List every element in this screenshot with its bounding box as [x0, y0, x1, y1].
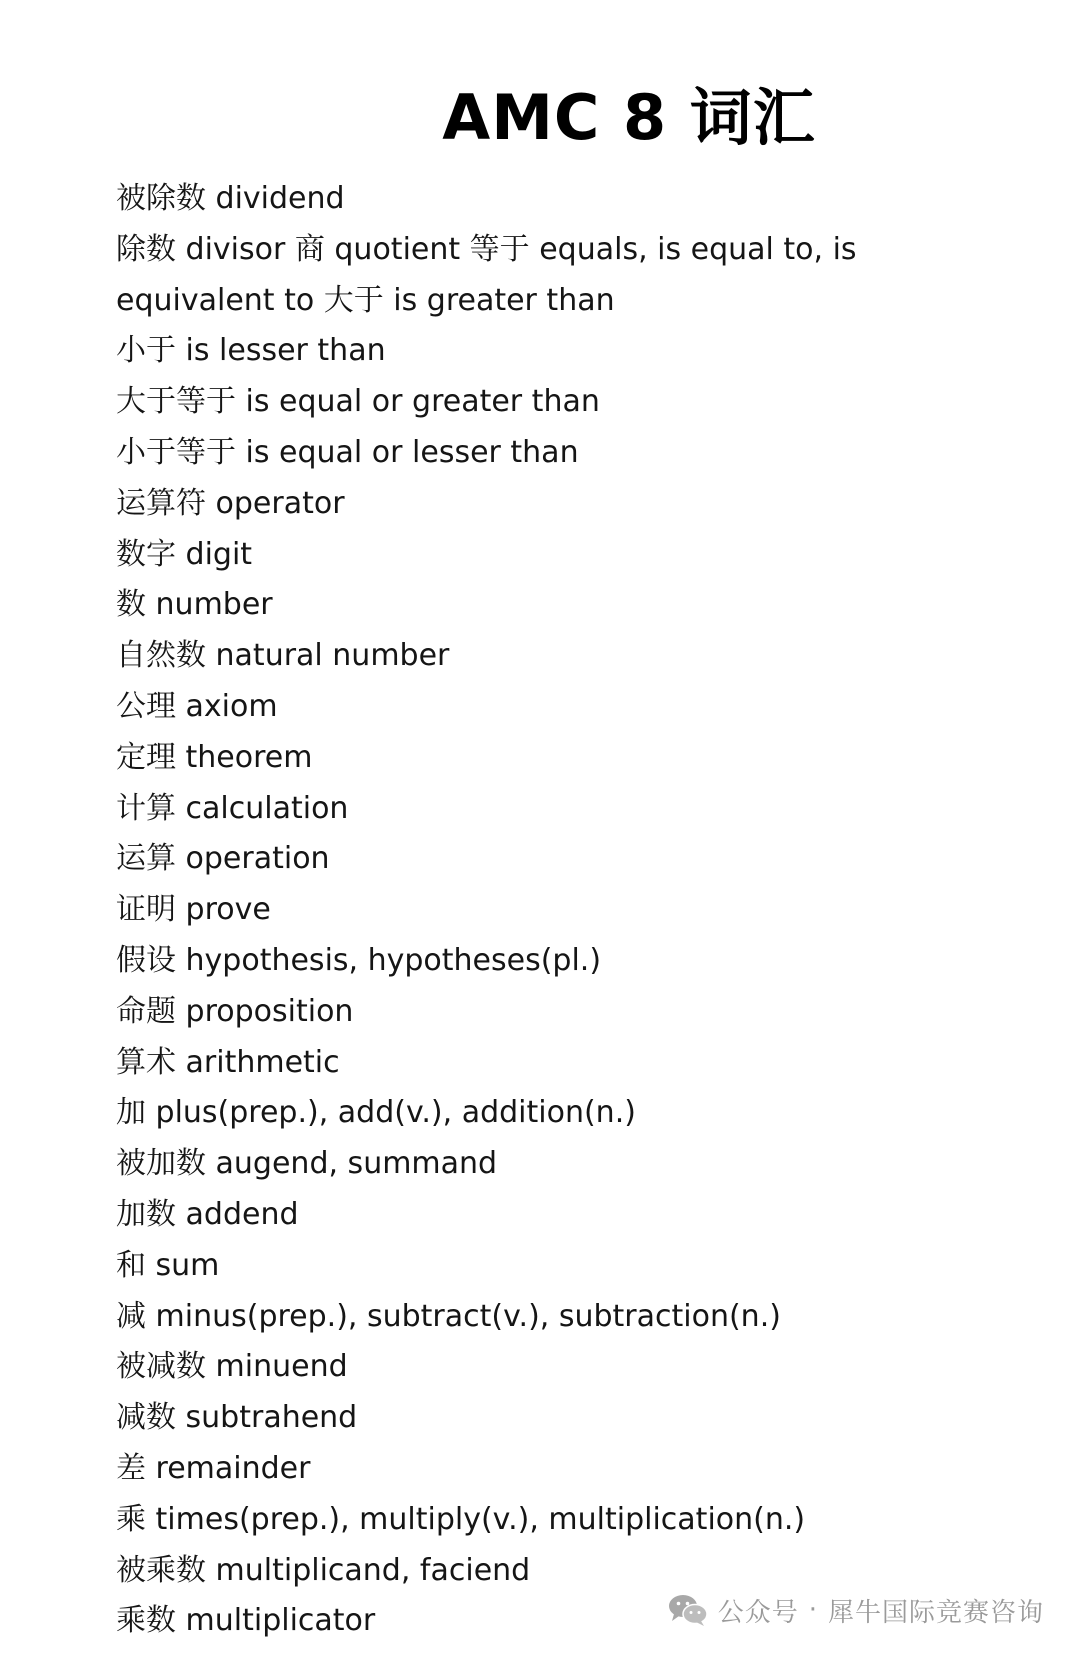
vocab-line: 大于等于 is equal or greater than — [116, 384, 600, 420]
vocab-line: 减数 subtrahend — [116, 1400, 358, 1436]
watermark-separator: · — [808, 1595, 818, 1625]
vocab-line: 被乘数 multiplicand, faciend — [116, 1552, 531, 1588]
vocab-list — [116, 174, 857, 1647]
vocab-line: 和 sum — [116, 1247, 220, 1283]
vocab-line: 运算符 operator — [116, 485, 345, 521]
watermark-label: 公众号 — [717, 1597, 799, 1628]
vocab-line: 计算 calculation — [116, 790, 349, 826]
vocab-line: 算术 arithmetic — [116, 1044, 340, 1080]
page-title: AMC 8 词汇 — [442, 81, 816, 154]
vocab-line: 小于 is lesser than — [116, 333, 386, 369]
vocab-line: 定理 theorem — [116, 739, 313, 775]
watermark-account: 犀牛国际竞赛咨询 — [827, 1597, 1044, 1628]
vocab-line: 被减数 minuend — [116, 1349, 348, 1385]
vocab-line: 除数 divisor 商 quotient 等于 equals, is equal to, is — [116, 231, 857, 267]
vocab-line: 差 remainder — [116, 1450, 311, 1486]
vocab-line: 公理 axiom — [116, 688, 278, 724]
vocab-line: 运算 operation — [116, 841, 330, 877]
wechat-icon — [668, 1593, 708, 1627]
vocab-line: 乘数 multiplicator — [116, 1603, 376, 1639]
vocab-line: 减 minus(prep.), subtract(v.), subtraction(n.) — [116, 1298, 781, 1334]
vocab-line: 加数 addend — [116, 1196, 299, 1232]
vocab-line: equivalent to 大于 is greater than — [116, 282, 615, 318]
vocab-line: 数 number — [116, 587, 273, 623]
watermark — [668, 1590, 1044, 1630]
vocab-line: 自然数 natural number — [116, 638, 450, 674]
vocab-line: 数字 digit — [116, 536, 253, 572]
vocab-line: 小于等于 is equal or lesser than — [116, 434, 579, 470]
vocab-line: 乘 times(prep.), multiply(v.), multiplication(n.) — [116, 1501, 806, 1537]
vocab-line: 假设 hypothesis, hypotheses(pl.) — [116, 942, 602, 978]
vocab-line: 证明 prove — [116, 892, 271, 928]
vocab-line: 加 plus(prep.), add(v.), addition(n.) — [116, 1095, 636, 1131]
vocab-line: 被加数 augend, summand — [116, 1146, 498, 1182]
vocab-line: 被除数 dividend — [116, 181, 345, 216]
vocab-line: 命题 proposition — [116, 993, 354, 1029]
